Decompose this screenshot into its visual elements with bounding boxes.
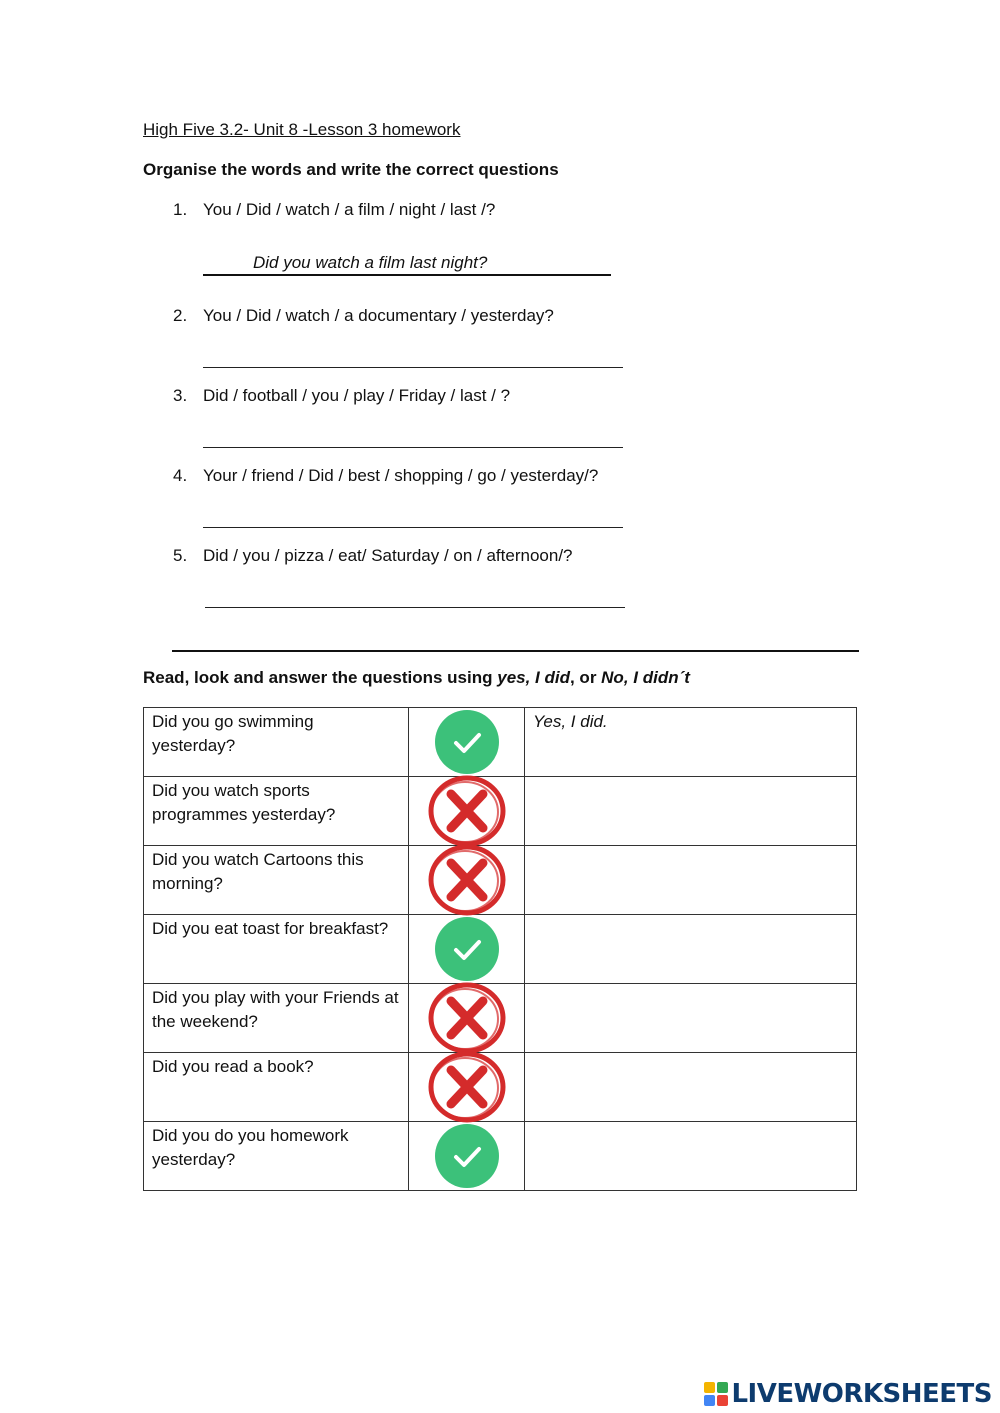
answer-input-5[interactable] [205, 585, 625, 608]
question-cell: Did you do you homework yesterday? [144, 1122, 409, 1191]
question-cell: Did you play with your Friends at the weekend? [144, 984, 409, 1053]
question-prompt: You / Did / watch / a film / night / last /? [203, 200, 496, 219]
question-cell: Did you go swimming yesterday? [144, 708, 409, 777]
table-row [144, 1053, 857, 1122]
table-row [144, 1122, 857, 1191]
question-number: 1. [173, 200, 188, 219]
cross-icon [427, 843, 507, 917]
icon-cell [409, 984, 525, 1053]
check-icon [434, 1123, 500, 1189]
icon-cell [409, 915, 525, 984]
section-divider [172, 650, 859, 652]
answer-text: Yes, I did. [533, 712, 608, 731]
question-item-5 [173, 546, 573, 566]
answer-input-3[interactable] [203, 425, 623, 448]
question-prompt: Your / friend / Did / best / shopping / go / yesterday/? [203, 466, 599, 485]
example-answer-text: Did you watch a film last night? [253, 253, 488, 272]
table-row [144, 846, 857, 915]
question-item-1 [173, 200, 495, 220]
answer-cell[interactable] [525, 984, 857, 1053]
question-item-3 [173, 386, 510, 406]
question-item-4 [173, 466, 598, 486]
answer-cell[interactable] [525, 1122, 857, 1191]
question-cell: Did you read a book? [144, 1053, 409, 1122]
instruction-yes: yes, I did [497, 668, 570, 687]
answer-input-4[interactable] [203, 505, 623, 528]
answer-cell[interactable] [525, 915, 857, 984]
question-prompt: You / Did / watch / a documentary / yesterday? [203, 306, 554, 325]
question-cell: Did you watch Cartoons this morning? [144, 846, 409, 915]
instruction-or: , or [569, 668, 602, 687]
page-title: High Five 3.2- Unit 8 -Lesson 3 homework [143, 120, 461, 139]
question-number: 5. [173, 546, 188, 565]
example-answer-line [203, 252, 611, 276]
instruction-lead: Read, look and answer the questions using [143, 668, 498, 687]
icon-cell [409, 1122, 525, 1191]
question-cell: Did you eat toast for breakfast? [144, 915, 409, 984]
section1-instruction: Organise the words and write the correct questions [143, 160, 559, 179]
question-number: 3. [173, 386, 188, 405]
check-icon [434, 709, 500, 775]
question-item-2 [173, 306, 554, 326]
check-icon [434, 916, 500, 982]
answer-cell[interactable] [525, 777, 857, 846]
question-number: 2. [173, 306, 188, 325]
liveworksheets-logo [703, 1381, 992, 1407]
logo-grid-icon [703, 1381, 729, 1407]
answer-cell[interactable] [525, 846, 857, 915]
table-row [144, 777, 857, 846]
table-row [144, 915, 857, 984]
icon-cell [409, 777, 525, 846]
section2-instruction [143, 668, 690, 688]
answer-table [143, 707, 857, 1191]
question-prompt: Did / football / you / play / Friday / last / ? [203, 386, 511, 405]
table-row [144, 984, 857, 1053]
cross-icon [427, 981, 507, 1055]
answer-input-2[interactable] [203, 345, 623, 368]
answer-cell[interactable] [525, 708, 857, 777]
logo-text: LIVEWORKSHEETS [731, 1379, 992, 1409]
cross-icon [427, 774, 507, 848]
instruction-no: No, I didn´t [601, 668, 690, 687]
question-prompt: Did / you / pizza / eat/ Saturday / on / afternoon/? [203, 546, 573, 565]
table-row [144, 708, 857, 777]
question-cell: Did you watch sports programmes yesterday? [144, 777, 409, 846]
cross-icon [427, 1050, 507, 1124]
question-number: 4. [173, 466, 188, 485]
icon-cell [409, 708, 525, 777]
icon-cell [409, 846, 525, 915]
icon-cell [409, 1053, 525, 1122]
answer-cell[interactable] [525, 1053, 857, 1122]
